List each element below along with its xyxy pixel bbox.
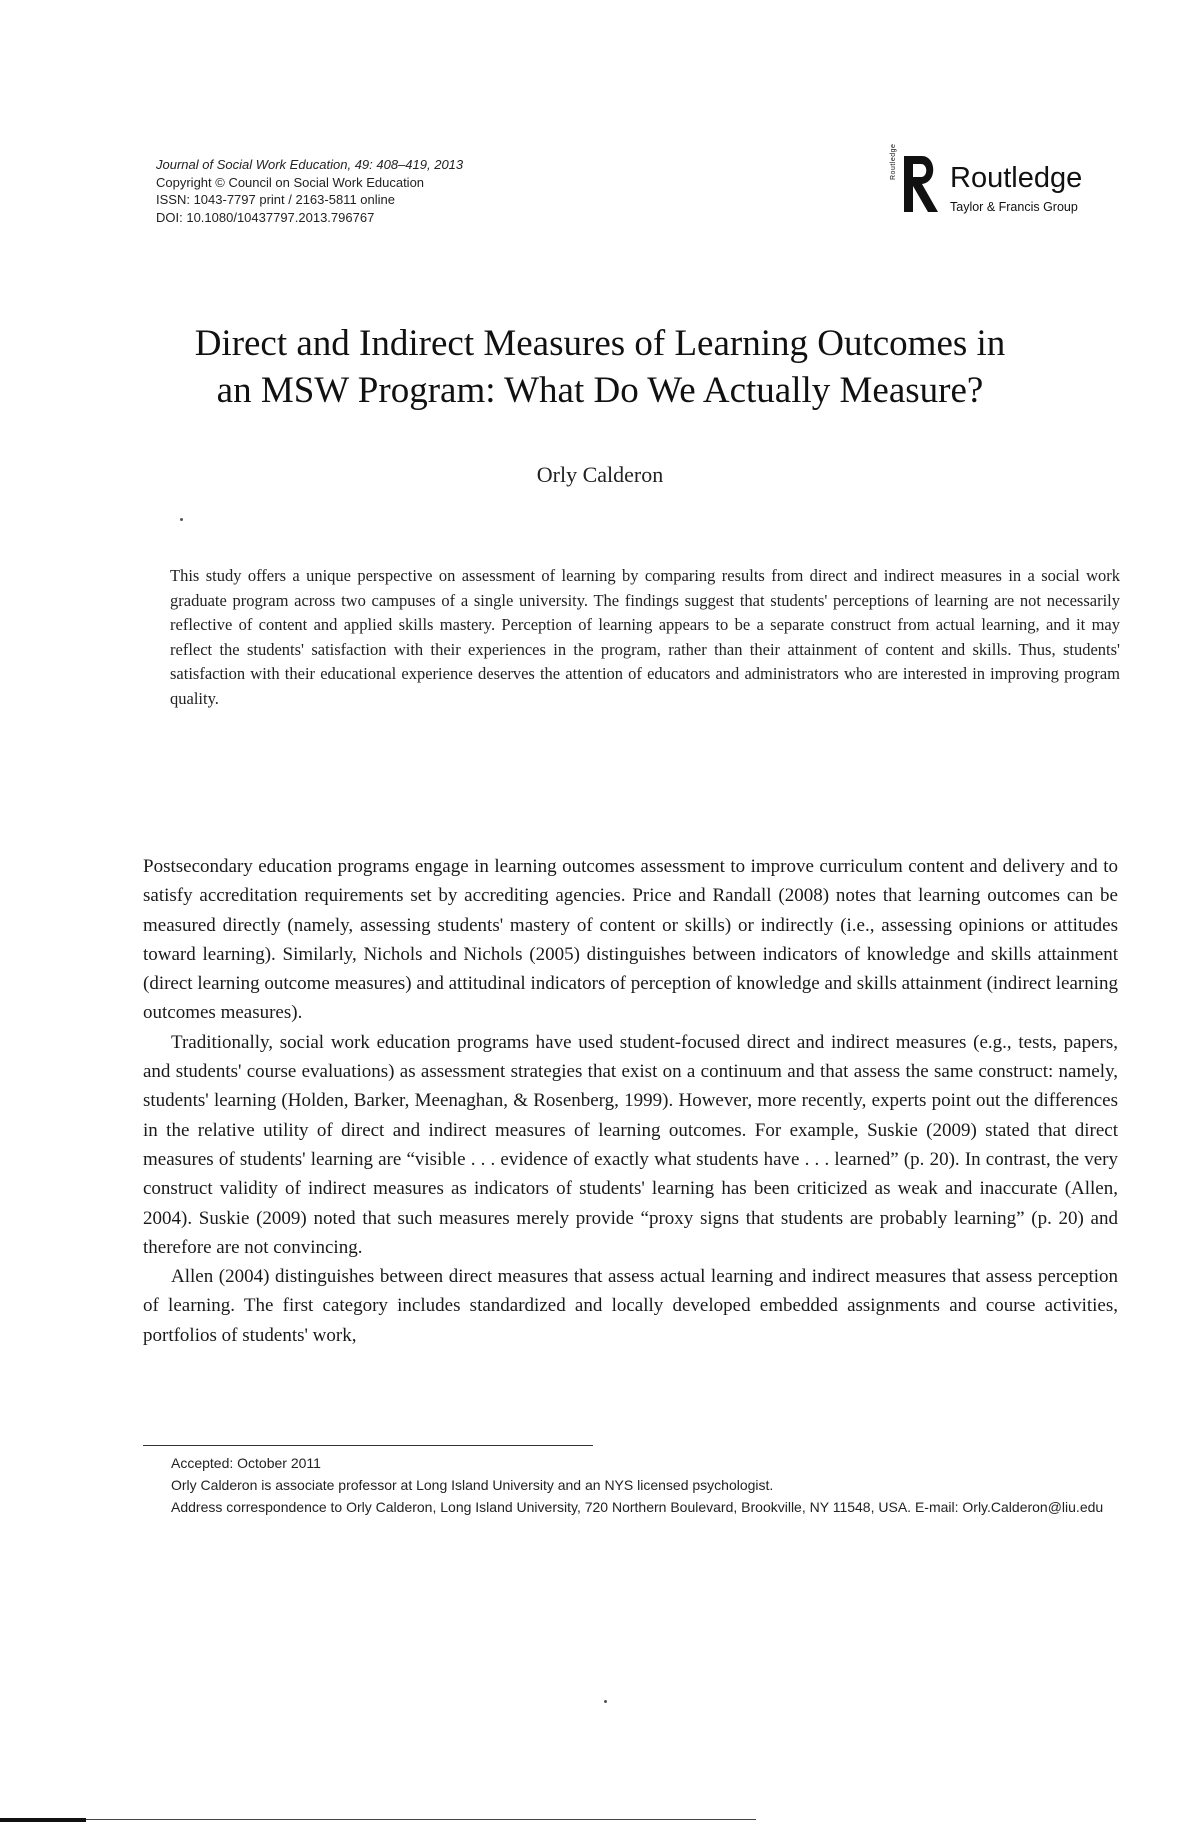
logo-vertical-text: Routledge [890, 143, 897, 180]
author-name: Orly Calderon [536, 462, 664, 487]
journal-citation: Journal of Social Work Education, 49: 408–419, 2013 [156, 157, 464, 172]
journal-metadata [156, 156, 463, 226]
abstract: This study offers a unique perspective on assessment of learning by comparing results from direct and indirect measures in a social work graduate program across two campuses of a single university. The findings suggest that students' perceptions of learning are not necessarily reflective of content and applied skills mastery. Perception of learning appears to be a separate construct from actual learning, and it may reflect the students' satisfaction with their experiences in the program, rather than their attainment of content and skills. Thus, students' satisfaction with their educational experience deserves the attention of educators and administrators who are interested in improving program quality. [170, 566, 1120, 708]
scan-speck [604, 1700, 607, 1703]
scan-speck [180, 518, 183, 521]
article-body [143, 852, 1118, 1350]
title-line-2: an MSW Program: What Do We Actually Measure? [216, 370, 984, 411]
footnotes [143, 1452, 1118, 1518]
footnote-separator [143, 1445, 593, 1446]
routledge-r-icon [898, 152, 942, 216]
doi-line: DOI: 10.1080/10437797.2013.796767 [156, 209, 375, 225]
publisher-logo [890, 143, 1130, 222]
footnote-bio: Orly Calderon is associate professor at Long Island University and an NYS licensed psychologist. [171, 1477, 774, 1493]
scan-edge-line [86, 1819, 756, 1820]
scan-edge-bar [0, 1818, 86, 1822]
title-line-1: Direct and Indirect Measures of Learning Outcomes in [194, 323, 1006, 364]
article-title [100, 320, 1100, 414]
publisher-group: Taylor & Francis Group [950, 200, 1078, 214]
publisher-name: Routledge [950, 162, 1083, 194]
issn-line: ISSN: 1043-7797 print / 2163-5811 online [156, 192, 395, 207]
copyright-line: Copyright © Council on Social Work Education [156, 174, 425, 190]
body-paragraph: Postsecondary education programs engage in learning outcomes assessment to improve curriculum content and delivery and to satisfy accreditation requirements set by accrediting agencies. Price and Randall (2008) notes that learning outcomes can be measured directly (namely, assessing students' mastery of content or skills) or indirectly (i.e., assessing opinions or attitudes toward learning). Similarly, Nichols and Nichols (2005) distinguishes between indicators of knowledge and skills attainment (direct learning outcome measures) and attitudinal indicators of perception of knowledge and skills attainment (indirect learning outcomes measures). [143, 856, 1118, 1024]
body-paragraph: Traditionally, social work education programs have used student-focused direct and indirect measures (e.g., tests, papers, and students' course evaluations) as assessment strategies that exist on a continuum and that assess the same construct: namely, students' learning (Holden, Barker, Meenaghan, & Rosenberg, 1999). However, more recently, experts point out the differences in the relative utility of direct and indirect measures of learning outcomes. For example, Suskie (2009) stated that direct measures of students' learning are “visible . . . evidence of exactly what students have . . . learned” (p. 20). In contrast, the very construct validity of indirect measures as indicators of students' learning has been criticized as weak and inaccurate (Allen, 2004). Suskie (2009) noted that such measures merely provide “proxy signs that students are probably learning” (p. 20) and therefore are not convincing. [143, 1031, 1118, 1258]
footnote-address: Address correspondence to Orly Calderon, Long Island University, 720 Northern Boulevard, Brookville, NY 11548, USA. E-mail: Orly.Calderon@liu.edu [171, 1499, 1104, 1515]
body-paragraph: Allen (2004) distinguishes between direct measures that assess actual learning and indirect measures that assess perception of learning. The first category includes standardized and locally developed embedded assignments and course activities, portfolios of students' work, [143, 1266, 1118, 1346]
footnote-accepted: Accepted: October 2011 [171, 1455, 321, 1471]
